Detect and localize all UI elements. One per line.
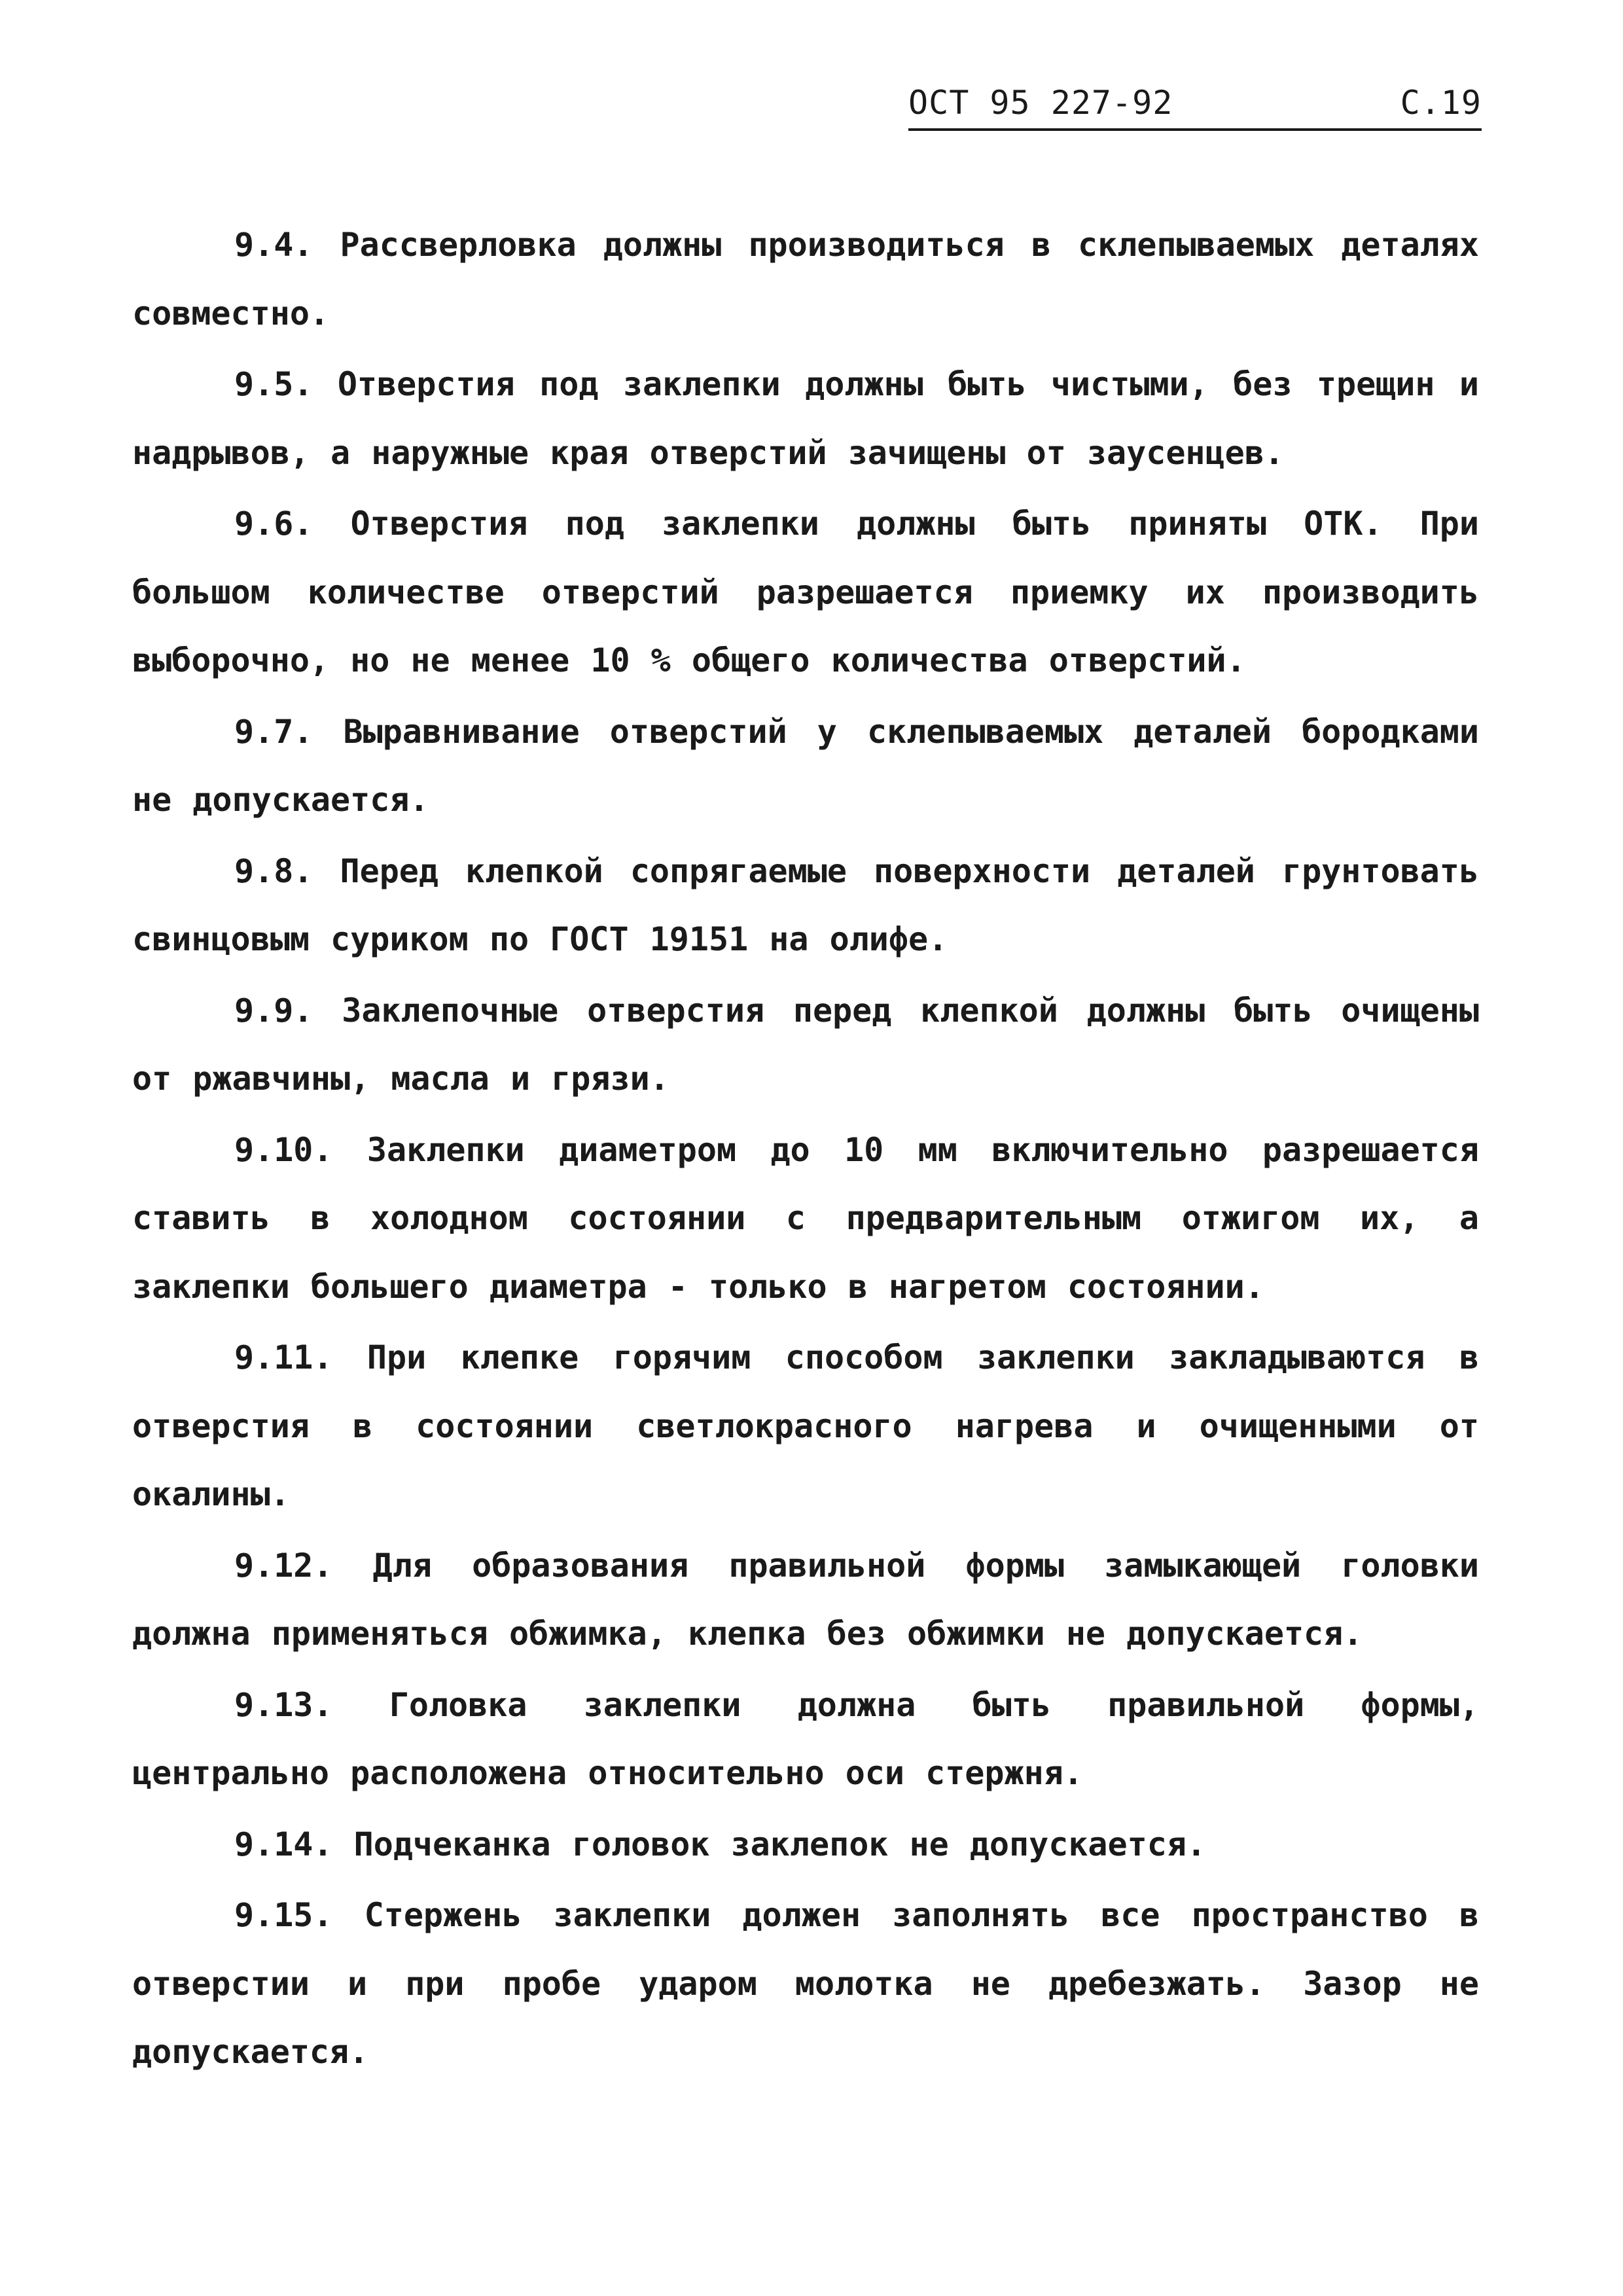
clause-9-4 bbox=[132, 211, 1479, 348]
clause-number: 9.12. bbox=[234, 1546, 333, 1585]
clause-text: Заклепки диаметром до 10 мм включительно разрешается ставить в холодном состоянии с предварительным отжигом их, а заклепки большего диаметра - только в нагретом состоянии. bbox=[132, 1130, 1479, 1306]
clause-text: Подчеканка головок заклепок не допускается. bbox=[353, 1825, 1207, 1863]
clause-text: Стержень заклепки должен заполнять все пространство в отверстии и при пробе ударом молотка не дребезжать. Зазор не допускается. bbox=[132, 1896, 1479, 2071]
clause-number: 9.6. bbox=[234, 505, 313, 543]
clause-9-5 bbox=[132, 350, 1479, 487]
clause-9-15 bbox=[132, 1881, 1479, 2087]
clause-number: 9.8. bbox=[234, 852, 313, 890]
clause-text: Выравнивание отверстий у склепываемых деталей бородками не допускается. bbox=[132, 712, 1479, 819]
clause-number: 9.15. bbox=[234, 1896, 333, 1934]
clause-9-9 bbox=[132, 977, 1479, 1113]
standard-designation: ОСТ 95 227-92 bbox=[908, 84, 1173, 122]
clause-9-8 bbox=[132, 837, 1479, 974]
page-number: С.19 bbox=[1400, 84, 1482, 122]
clause-number: 9.7. bbox=[234, 712, 313, 751]
clause-9-10 bbox=[132, 1116, 1479, 1321]
clause-text: При клепке горячим способом заклепки закладываются в отверстия в состоянии светлокрасного нагрева и очищенными от окалины. bbox=[132, 1338, 1479, 1513]
clause-number: 9.14. bbox=[234, 1825, 333, 1863]
clause-number: 9.5. bbox=[234, 365, 313, 403]
clause-number: 9.11. bbox=[234, 1338, 333, 1376]
clause-text: Отверстия под заклепки должны быть чистыми, без трещин и надрывов, а наружные края отверстий зачищены от заусенцев. bbox=[132, 365, 1479, 472]
clause-number: 9.10. bbox=[234, 1130, 333, 1169]
clause-number: 9.4. bbox=[234, 226, 313, 264]
page-header bbox=[908, 77, 1482, 131]
clause-text: Головка заклепки должна быть правильной формы, центрально расположена относительно оси стержня. bbox=[132, 1685, 1479, 1792]
clause-number: 9.9. bbox=[234, 991, 313, 1030]
clause-number: 9.13. bbox=[234, 1685, 333, 1724]
clause-9-13 bbox=[132, 1671, 1479, 1808]
document-body bbox=[132, 211, 1479, 2089]
clause-text: Отверстия под заклепки должны быть приняты ОТК. При большом количестве отверстий разрешается приемку их производить выборочно, но не менее 10 % общего количества отверстий. bbox=[132, 505, 1479, 679]
clause-text: Для образования правильной формы замыкающей головки должна применяться обжимка, клепка без обжимки не допускается. bbox=[132, 1546, 1480, 1653]
clause-text: Заклепочные отверстия перед клепкой должны быть очищены от ржавчины, масла и грязи. bbox=[132, 991, 1479, 1098]
clause-text: Перед клепкой сопрягаемые поверхности деталей грунтовать свинцовым суриком по ГОСТ 19151 на олифе. bbox=[132, 852, 1479, 958]
clause-9-7 bbox=[132, 698, 1479, 834]
clause-9-6 bbox=[132, 490, 1479, 695]
clause-9-12 bbox=[132, 1532, 1479, 1668]
clause-9-14 bbox=[132, 1810, 1479, 1879]
clause-9-11 bbox=[132, 1323, 1479, 1529]
clause-text: Рассверловка должны производиться в склепываемых деталях совместно. bbox=[132, 226, 1479, 332]
